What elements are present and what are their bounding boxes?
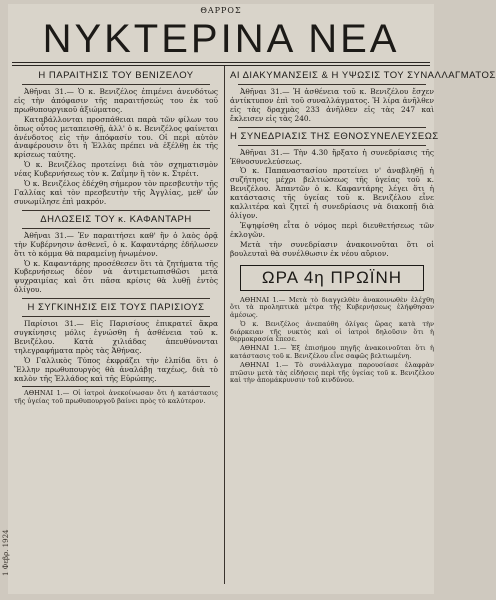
separator bbox=[238, 84, 426, 85]
left-column bbox=[14, 68, 218, 407]
article-paragraph: ΑΘΗΝΑΙ 1.— Ἐξ ἐπισήμου πηγῆς ἀνακοινοῦται ὅτι ἡ κατάστασις τοῦ κ. Βενιζέλου εἶνε σαφῶς βελτιωμένη. bbox=[230, 344, 434, 361]
article-paragraph: Ὁ κ. Βενιζέλος ἐδέχθη σήμερον τὸν πρεσβευτὴν τῆς Γαλλίας καὶ τὸν πρεσβευτὴν τῆς Ἀγγλίας, μεθ' ὧν συνωμίλησε ἐπὶ μακρόν. bbox=[14, 179, 218, 206]
article-paragraph: ΑΘΗΝΑΙ 1.— Οἱ ἰατροὶ ἀνεκοίνωσαν ὅτι ἡ κατάστασις τῆς ὑγείας τοῦ πρωθυπουργοῦ βαίνει πρὸς τὸ καλύτερον. bbox=[14, 389, 218, 406]
separator bbox=[22, 316, 210, 317]
archive-stamp: 1 Φεβρ. 1924 bbox=[2, 529, 10, 576]
separator bbox=[238, 127, 426, 128]
separator bbox=[238, 145, 426, 146]
article-paragraph: ΑΘΗΝΑΙ 1.— Μετὰ τὸ διαγγελθὲν ἀνακοινωθὲν ἐλέχθη ὅτι τὰ προληπτικὰ μέτρα τῆς Κυβερνήσεως ἐλήφθησαν ἀμέσως. bbox=[230, 295, 434, 320]
masthead: ΝΥΚΤΕΡΙΝΑ ΝΕΑ bbox=[42, 17, 400, 61]
article-paragraph: Ὁ κ. Βενιζέλος ἀνεπαύθη ὀλίγας ὥρας κατὰ τὴν διάρκειαν τῆς νυκτὸς καὶ οἱ ἰατροὶ δηλοῦσιν ὅτι ἡ θερμοκρασία ἔπεσε. bbox=[230, 319, 434, 344]
article-paragraph: Μετὰ τὴν συνεδρίασιν ἀνακοινοῦται ὅτι οἱ βουλευταὶ θὰ συνέλθωσιν ἐκ νέου αὔριον. bbox=[230, 239, 434, 258]
masthead-rule bbox=[12, 62, 430, 63]
separator bbox=[22, 210, 210, 211]
right-column bbox=[230, 68, 496, 386]
headline-exchange: ΑΙ ΔΙΑΚΥΜΑΝΣΕΙΣ & Η ΥΨΩΣΙΣ ΤΟΥ ΣΥΝΑΛΛΑΓΜΑΤΟΣ bbox=[230, 70, 496, 81]
masthead-rule-thin bbox=[12, 65, 430, 66]
headline-assembly: Η ΣΥΝΕΔΡΙΑΣΙΣ ΤΗΣ ΕΘΝΟΣΥΝΕΛΕΥΣΕΩΣ bbox=[230, 130, 439, 142]
article-paragraph: Ἐψηφίσθη εἶτα ὁ νόμος περὶ διευθετήσεως τῶν ἐκλογῶν. bbox=[230, 220, 434, 239]
late-bulletins bbox=[230, 297, 434, 386]
article-paragraph: Παρίσιοι 31.— Εἰς Παρισίους ἐπικρατεῖ ἄκρα συγκίνησις μόλις ἐγνώσθη ἡ ἀσθένεια τοῦ κ. Βενιζέλου. Κατὰ χιλιάδας ἀπευθύνονται τηλεγραφήματα πρὸς τὰς Ἀθήνας. bbox=[14, 319, 218, 355]
time-box: ΩΡΑ 4η ΠΡΩΪΝΗ bbox=[240, 265, 424, 291]
separator bbox=[22, 84, 210, 85]
article-paragraph: Ὁ κ. Παπαναστασίου προτείνει ν' ἀναβληθῇ ἡ συζήτησις μέχρι βελτιώσεως τῆς ὑγείας τοῦ κ. Βενιζέλου. Ἀπαντῶν ὁ κ. Καφαντάρης λέγει ὅτι ἡ κατάστασις τῆς ὑγείας τοῦ κ. Βενιζέλου εἶνε καλλιτέρα καὶ ζητεῖ ἡ συνεδρίασις νὰ διακοπῇ διὰ ὀλίγον. bbox=[230, 166, 434, 220]
headline-kafantaris: ΔΗΛΩΣΕΙΣ ΤΟΥ κ. ΚΑΦΑΝΤΑΡΗ bbox=[40, 213, 192, 225]
article-paragraph: ΑΘΗΝΑΙ 1.— Τὸ συνάλλαγμα παρουσίασε ἐλαφρὰν πτῶσιν μετὰ τὰς εἰδήσεις περὶ τῆς ὑγείας τοῦ κ. Βενιζέλου καὶ τὴν ἀπομάκρυνσιν τοῦ κινδύνου. bbox=[230, 360, 434, 385]
article-paragraph: Ὁ κ. Καφαντάρης προσέθεσεν ὅτι τὰ ζητήματα τῆς Κυβερνήσεως δέον νὰ ἀντιμετωπισθῶσι μετὰ ψυχραιμίας καὶ ὅτι πᾶσα κρίσις θὰ λυθῇ ἐντὸς ὀλίγου. bbox=[14, 258, 218, 295]
separator bbox=[22, 386, 210, 387]
headline-resignation: Η ΠΑΡΑΙΤΗΣΙΣ ΤΟΥ ΒΕΝΙΖΕΛΟΥ bbox=[38, 70, 194, 81]
article-paragraph: Ἀθῆναι 31.— Ὁ κ. Βενιζέλος ἐπιμένει ἀνενδότως εἰς τὴν ἀπόφασιν τῆς παραιτήσεώς του ἐκ τοῦ πρωθυπουργικοῦ ἀξιώματος. bbox=[14, 87, 218, 114]
article-paragraph: Καταβάλλονται προσπάθειαι παρὰ τῶν φίλων του ὅπως οὗτος μεταπεισθῇ, ἀλλ' ὁ κ. Βενιζέλος φαίνεται ἀνένδοτος εἰς τὴν ἀπόφασίν του. Οἱ περὶ αὐτὸν ἀναφέρουσιν ὅτι ἡ Ἑλλὰς πρέπει νὰ ἐξέλθῃ ἐκ τῆς κρίσεως ταύτης. bbox=[14, 114, 218, 160]
article-paragraph: Ἀθῆναι 31.— Ἐν παραιτήσει καθ' ἣν ὁ λαὸς ὁρᾷ τὴν Κυβέρνησιν ἀσθενεῖ, ὁ κ. Καφαντάρης ἐδήλωσεν ὅτι τὸ κόμμα θὰ παραμείνῃ ἡνωμένον. bbox=[14, 230, 218, 258]
article-paragraph: Ὁ Γαλλικὸς Τύπος ἐκφράζει τὴν ἐλπίδα ὅτι ὁ Ἕλλην πρωθυπουργὸς θὰ ἀναλάβῃ ταχέως, διὰ τὸ καλὸν τῆς Ἑλλάδος καὶ τῆς Εὐρώπης. bbox=[14, 355, 218, 383]
column-divider bbox=[224, 66, 225, 584]
article-paragraph: Ἀθῆναι 31.— Ἡ ἀσθένεια τοῦ κ. Βενιζέλου ἔσχεν ἀντίκτυπον ἐπὶ τοῦ συναλλάγματος. Ἡ λίρα ἀνῆλθεν εἰς τὰς δραχμὰς 233 ἀνῆλθεν εἰς τὰς 247 καὶ ἔκλεισεν εἰς τὰς 240. bbox=[230, 87, 434, 123]
article-paragraph: Ὁ κ. Βενιζέλος προτείνει διὰ τὸν σχηματισμὸν νέας Κυβερνήσεως τὸν κ. Ζαΐμην ἢ τὸν κ. Στρέιτ. bbox=[14, 160, 218, 179]
separator bbox=[22, 228, 210, 229]
article-paragraph: Ἀθῆναι 31.— Τὴν 4.30 ἤρξατο ἡ συνεδρίασις τῆς Ἐθνοσυνελεύσεως. bbox=[230, 147, 434, 166]
separator bbox=[22, 298, 210, 299]
newspaper-page bbox=[2, 4, 496, 594]
running-head: ΘΑΡΡΟΣ bbox=[200, 6, 242, 15]
headline-paris: Η ΣΥΓΚΙΝΗΣΙΣ ΕΙΣ ΤΟΥΣ ΠΑΡΙΣΙΟΥΣ bbox=[27, 302, 205, 314]
late-bulletin bbox=[14, 390, 218, 406]
